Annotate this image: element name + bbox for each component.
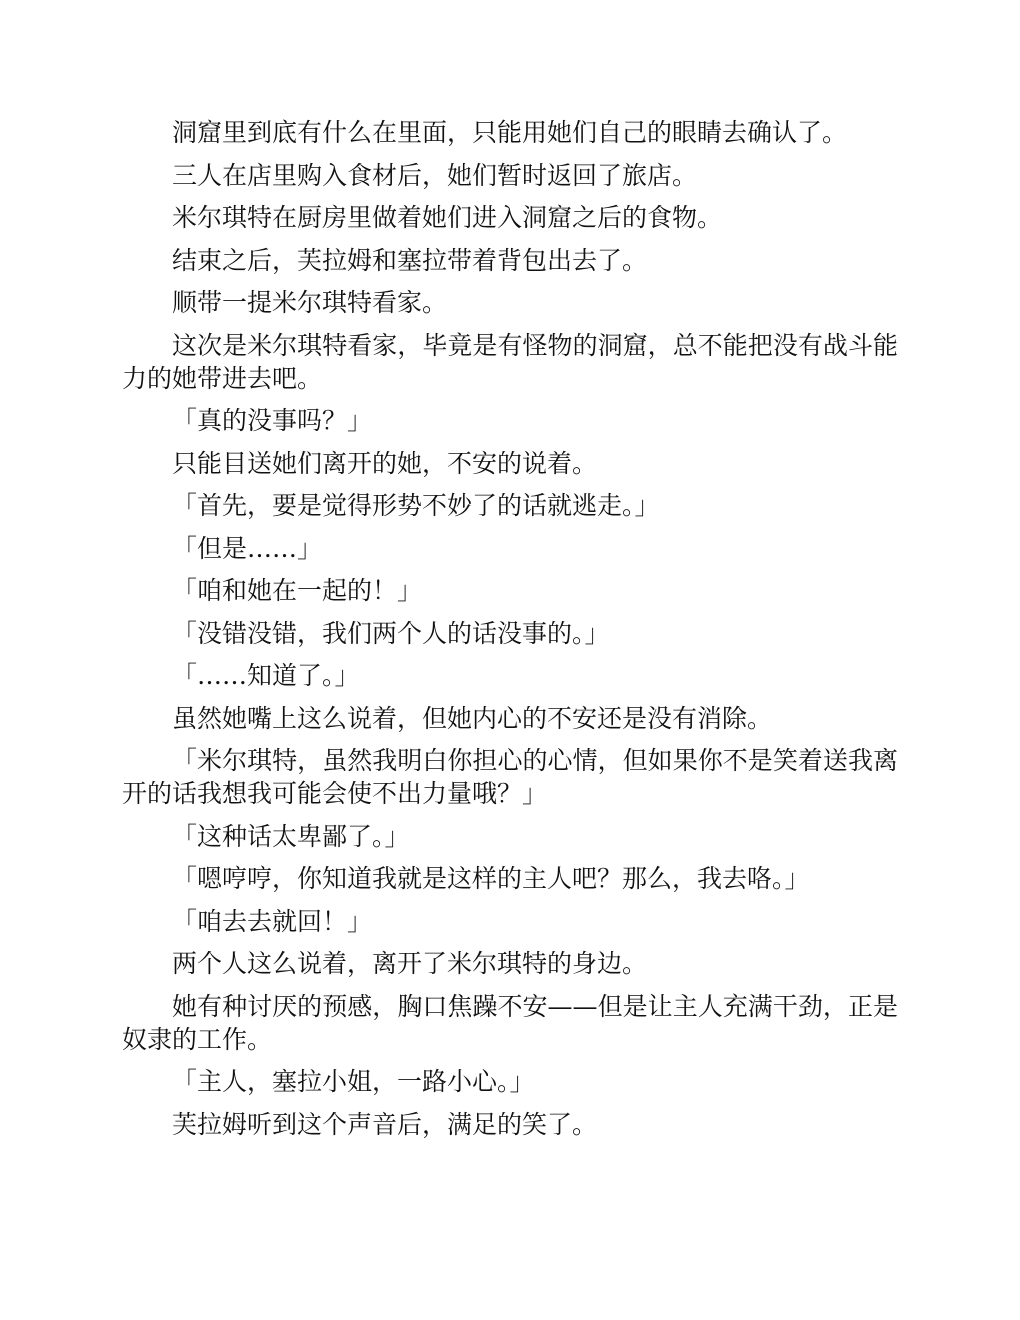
paragraph: 她有种讨厌的预感，胸口焦躁不安——但是让主人充满干劲，正是奴隶的工作。: [122, 991, 898, 1054]
dialogue-line: 「米尔琪特，虽然我明白你担心的心情，但如果你不是笑着送我离开的话我想我可能会使不出力量哦？」: [122, 746, 898, 808]
paragraph: 芙拉姆听到这个声音后，满足的笑了。: [172, 1109, 598, 1139]
dialogue-line: 「真的没事吗？」: [172, 406, 373, 435]
dialogue-line: 「但是……」: [172, 533, 323, 563]
paragraph: 结束之后，芙拉姆和塞拉带着背包出去了。: [172, 245, 648, 275]
dialogue-line: 「主人，塞拉小姐，一路小心。」: [172, 1067, 535, 1096]
paragraph: 只能目送她们离开的她，不安的说着。: [172, 448, 598, 478]
dialogue-line: 「嗯哼哼，你知道我就是这样的主人吧？那么，我去咯。」: [172, 864, 810, 893]
dialogue-line: 「首先，要是觉得形势不妙了的话就逃走。」: [172, 491, 660, 520]
dialogue-line: 「咱去去就回！」: [172, 906, 373, 936]
paragraph: 顺带一提米尔琪特看家。: [172, 288, 448, 317]
text-body: [122, 116, 898, 1150]
paragraph: 这次是米尔琪特看家，毕竟是有怪物的洞窟，总不能把没有战斗能力的她带进去吧。: [122, 330, 898, 393]
paragraph: 米尔琪特在厨房里做着她们进入洞窟之后的食物。: [172, 203, 723, 232]
paragraph: 洞窟里到底有什么在里面，只能用她们自己的眼睛去确认了。: [172, 118, 848, 147]
dialogue-line: 「这种话太卑鄙了。」: [172, 821, 410, 851]
dialogue-line: 「没错没错，我们两个人的话没事的。」: [172, 618, 610, 648]
dialogue-line: 「……知道了。」: [172, 661, 360, 690]
paragraph: 虽然她嘴上这么说着，但她内心的不安还是没有消除。: [172, 703, 773, 733]
paragraph: 三人在店里购入食材后，她们暂时返回了旅店。: [172, 160, 698, 190]
dialogue-line: 「咱和她在一起的！」: [172, 576, 423, 605]
paragraph: 两个人这么说着，离开了米尔琪特的身边。: [172, 949, 648, 978]
